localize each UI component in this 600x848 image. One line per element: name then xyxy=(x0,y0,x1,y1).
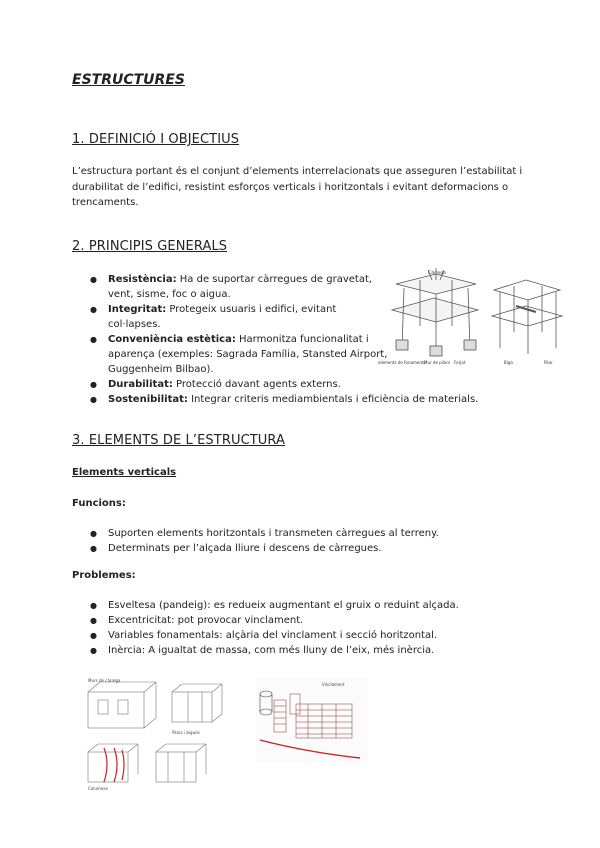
sketch-label-columns: Columnes xyxy=(88,786,108,791)
section-2-heading: 2. PRINCIPIS GENERALS xyxy=(72,239,228,254)
list-item: ● Integritat: Protegeix usuaris i edifici, evitant col·lapses. xyxy=(88,302,388,332)
figure-label-wall: Mur de pilars xyxy=(424,360,451,365)
structure-diagram-figure xyxy=(376,266,568,370)
funcions-label: Funcions: xyxy=(72,498,126,509)
section-1-heading: 1. DEFINICIÓ I OBJECTIUS xyxy=(72,132,240,147)
vertical-elements-sketches-figure xyxy=(84,674,254,792)
sketch-label-buckling: Vinclament xyxy=(322,682,345,687)
list-item: ● Excentricitat: pot provocar vinclament. xyxy=(88,613,548,628)
sketch-label-frames: Pilars i bigues xyxy=(172,730,200,735)
list-item: ● Esveltesa (pandeig): es redueix augmentant el gruix o reduint alçada. xyxy=(88,598,548,613)
list-item: ● Variables fonamentals: alçària del vinclament i secció horitzontal. xyxy=(88,628,548,643)
section-3-heading: 3. ELEMENTS DE L’ESTRUCTURA xyxy=(72,433,286,448)
list-item: ● Determinats per l’alçada lliure i descens de càrregues. xyxy=(88,541,548,556)
list-item: ● Conveniència estètica: Harmonitza funcionalitat i aparença (exemples: Sagrada Família, Stansted Airport, Guggenheim Bilbao). xyxy=(88,332,388,377)
figure-label-beam: Biga xyxy=(504,360,513,365)
list-item: ● Sostenibilitat: Integrar criteris mediambientals i eficiència de materials. xyxy=(88,392,548,407)
problemes-label: Problemes: xyxy=(72,570,136,581)
page-title: ESTRUCTURES xyxy=(72,72,185,88)
funcions-list xyxy=(88,526,548,556)
list-item: ● Durabilitat: Protecció davant agents externs. xyxy=(88,377,388,392)
list-item: ● Inèrcia: A igualtat de massa, com més lluny de l’eix, més inèrcia. xyxy=(88,643,548,658)
buckling-wall-figure xyxy=(256,678,368,762)
section-1-text: L’estructura portant és el conjunt d’elements interrelacionats que asseguren l’estabilitat i durabilitat de l’edifici, resistint esforços verticals i horitzontals i evitant deformacions o trencaments. xyxy=(72,166,523,208)
list-item: ● Suporten elements horitzontals i transmeten càrregues al terreny. xyxy=(88,526,548,541)
figure-label-slab: Forjat xyxy=(454,360,466,365)
problemes-list xyxy=(88,598,548,658)
figure-label-load: Càrrega xyxy=(428,271,446,276)
list-item: ● Resistència: Ha de suportar càrregues de gravetat, vent, sisme, foc o aigua. xyxy=(88,272,388,302)
figure-label-pillar: Pilar xyxy=(544,360,553,365)
sketch-label-walls: Murs de càrrega xyxy=(88,678,121,683)
vertical-elements-subheading: Elements verticals xyxy=(72,467,177,478)
figure-label-foundation: elements de fonaments xyxy=(378,360,426,365)
